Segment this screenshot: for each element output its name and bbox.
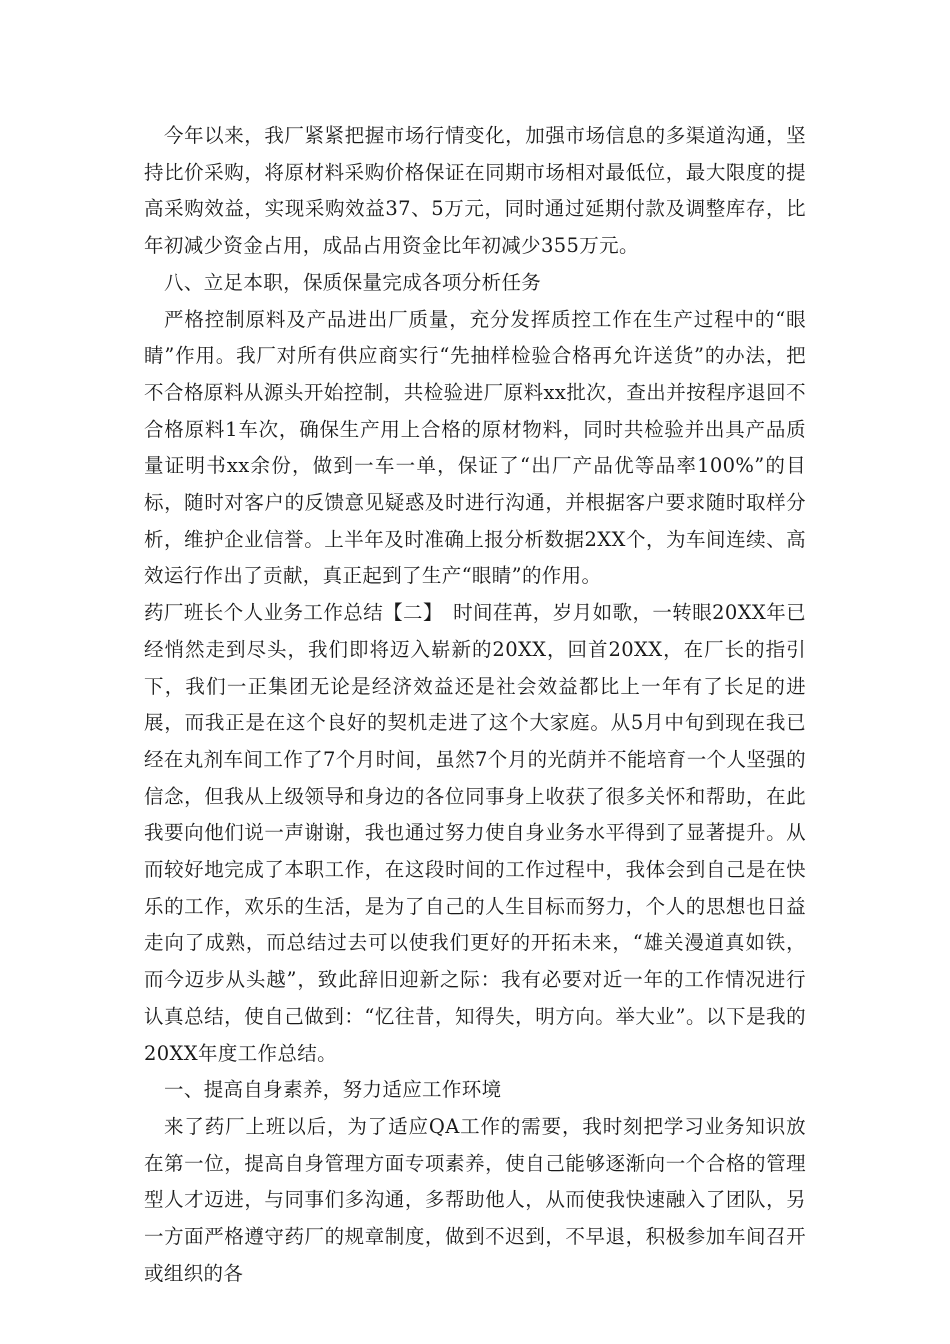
paragraph-procurement: 今年以来，我厂紧紧把握市场行情变化，加强市场信息的多渠道沟通，坚持比价采购，将原材料采购价格保证在同期市场相对最低位，最大限度的提高采购效益，实现采购效益37、5万元，同时通过延期付款及调整库存，比年初减少资金占用，成品占用资金比年初减少355万元。 xyxy=(144,124,806,258)
paragraph-summary-two-body: 时间荏苒，岁月如歌，一转眼20XX年已经悄然走到尽头，我们即将迈入崭新的20XX，回首20XX，在厂长的指引下，我们一正集团无论是经济效益还是社会效益都比上一年有了长足的进展，而我正是在这个良好的契机走进了这个大家庭。从5月中旬到现在我已经在丸剂车间工作了7个月时间，虽然7个月的光荫并不能培育一个人坚强的信念，但我从上级领导和身边的各位同事身上收获了很多关怀和帮助，在此我要向他们说一声谢谢，我也通过努力使自身业务水平得到了显著提升。从而较好地完成了本职工作，在这段时间的工作过程中，我体会到自己是在快乐的工作，欢乐的生活，是为了自己的人生目标而努力，个人的思想也日益走向了成熟，而总结过去可以使我们更好的开拓未来，“雄关漫道真如铁，而今迈步从头越”，致此辞旧迎新之际：我有必要对近一年的工作情况进行认真总结，使自己做到：“忆往昔，知得失，明方向。举大业”。以下是我的20XX年度工作总结。 xyxy=(144,601,806,1065)
paragraph-self-improvement: 来了药厂上班以后，为了适应QA工作的需要，我时刻把学习业务知识放在第一位，提高自身管理方面专项素养，使自己能够逐渐向一个合格的管理型人才迈进，与同事们多沟通，多帮助他人，从而使我快速融入了团队，另一方面严格遵守药厂的规章制度，做到不迟到，不早退，积极参加车间召开或组织的各 xyxy=(144,1114,806,1285)
section-heading-eight: 八、立足本职，保质保量完成各项分析任务 xyxy=(164,270,542,294)
section-heading-one: 一、提高自身素养，努力适应工作环境 xyxy=(164,1078,502,1102)
document-page xyxy=(144,118,806,1293)
article-title: 药厂班长个人业务工作总结【二】 xyxy=(144,601,434,625)
paragraph-quality-control: 严格控制原料及产品进出厂质量，充分发挥质控工作在生产过程中的“眼睛”作用。我厂对所有供应商实行“先抽样检验合格再允许送货”的办法，把不合格原料从源头开始控制，共检验进厂原料xx批次，查出并按程序退回不合格原料1车次，确保生产用上合格的原材物料，同时共检验并出具产品质量证明书xx余份，做到一车一单，保证了“出厂产品优等品率100%”的目标，随时对客户的反馈意见疑惑及时进行沟通，并根据客户要求随时取样分析，维护企业信誉。上半年及时准确上报分析数据2XX个，为车间连续、高效运行作出了贡献，真正起到了生产“眼睛”的作用。 xyxy=(144,307,806,588)
paragraph-summary-two xyxy=(144,595,806,1072)
